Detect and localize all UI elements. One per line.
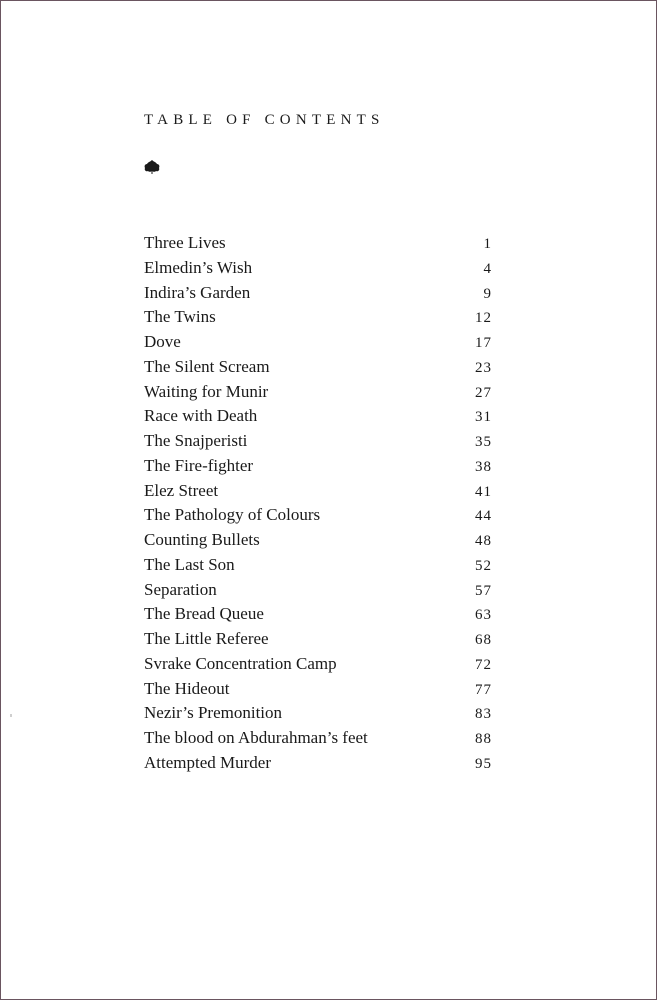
toc-entry-title: Indira’s Garden: [144, 282, 251, 302]
toc-entry: [144, 456, 492, 481]
toc-entry-title: The blood on Abdurahman’s feet: [144, 728, 368, 747]
toc-entry-page: 88: [475, 731, 492, 747]
toc-entry: [144, 555, 492, 580]
toc-entry: [144, 382, 492, 407]
toc-list: [144, 233, 492, 778]
toc-entry-page: 38: [475, 458, 492, 475]
toc-entry-title: The Bread Queue: [144, 604, 264, 624]
toc-entry-title: The Little Referee: [144, 629, 269, 648]
toc-entry-title: Waiting for Munir: [144, 381, 269, 401]
toc-entry: [144, 406, 492, 431]
toc-entry-page: 72: [475, 656, 492, 673]
toc-entry-title: Separation: [144, 579, 217, 599]
toc-entry-title: Svrake Concentration Camp: [144, 653, 337, 673]
toc-entry: [144, 431, 492, 456]
toc-heading: TABLE OF CONTENTS: [144, 112, 385, 128]
toc-entry-title: Counting Bullets: [144, 530, 260, 549]
toc-entry-page: 95: [475, 755, 492, 772]
toc-entry-title: The Twins: [144, 307, 216, 327]
toc-entry-title: Attempted Murder: [144, 752, 271, 772]
toc-entry-title: Race with Death: [144, 406, 258, 426]
toc-entry-title: Nezir’s Premonition: [144, 703, 283, 723]
toc-entry-page: 1: [483, 236, 492, 252]
toc-entry-title: The Fire-fighter: [144, 455, 254, 475]
toc-entry-page: 77: [475, 681, 492, 698]
toc-entry: [144, 283, 492, 308]
toc-entry-page: 57: [475, 582, 492, 599]
toc-entry: [144, 728, 492, 753]
toc-entry: [144, 703, 492, 728]
toc-entry: [144, 258, 492, 283]
toc-entry: [144, 357, 492, 382]
toc-entry: [144, 530, 492, 555]
toc-entry: [144, 307, 492, 332]
toc-entry-page: 27: [475, 384, 492, 401]
toc-entry-page: 83: [475, 706, 492, 723]
toc-entry-title: The Hideout: [144, 678, 230, 698]
toc-entry-page: 48: [475, 533, 492, 549]
toc-entry-page: 12: [475, 310, 492, 327]
leaf-ornament-icon: [143, 159, 161, 175]
toc-entry: [144, 332, 492, 357]
toc-entry: [144, 629, 492, 654]
toc-entry-title: The Snajperisti: [144, 431, 248, 450]
toc-entry: [144, 505, 492, 530]
toc-entry-page: 4: [483, 260, 492, 277]
toc-entry-page: 9: [483, 285, 492, 302]
toc-entry: [144, 580, 492, 605]
toc-entry-page: 17: [475, 335, 492, 351]
toc-entry-page: 31: [475, 409, 492, 426]
scan-speck: [10, 714, 12, 717]
toc-entry-page: 44: [475, 508, 492, 525]
toc-entry: [144, 604, 492, 629]
toc-entry: [144, 753, 492, 778]
toc-entry-page: 35: [475, 434, 492, 450]
toc-entry-title: The Pathology of Colours: [144, 505, 321, 525]
toc-entry-title: Elmedin’s Wish: [144, 257, 253, 277]
toc-entry: [144, 679, 492, 704]
toc-entry-page: 52: [475, 557, 492, 574]
toc-entry-title: The Last Son: [144, 554, 235, 574]
toc-entry-page: 41: [475, 483, 492, 500]
toc-entry: [144, 233, 492, 258]
toc-entry-title: Dove: [144, 332, 181, 351]
toc-entry-page: 63: [475, 607, 492, 624]
toc-entry-page: 23: [475, 359, 492, 376]
toc-entry: [144, 481, 492, 506]
toc-entry: [144, 654, 492, 679]
toc-entry-title: Elez Street: [144, 480, 219, 500]
toc-entry-page: 68: [475, 632, 492, 648]
toc-entry-title: The Silent Scream: [144, 356, 270, 376]
toc-entry-title: Three Lives: [144, 233, 226, 252]
